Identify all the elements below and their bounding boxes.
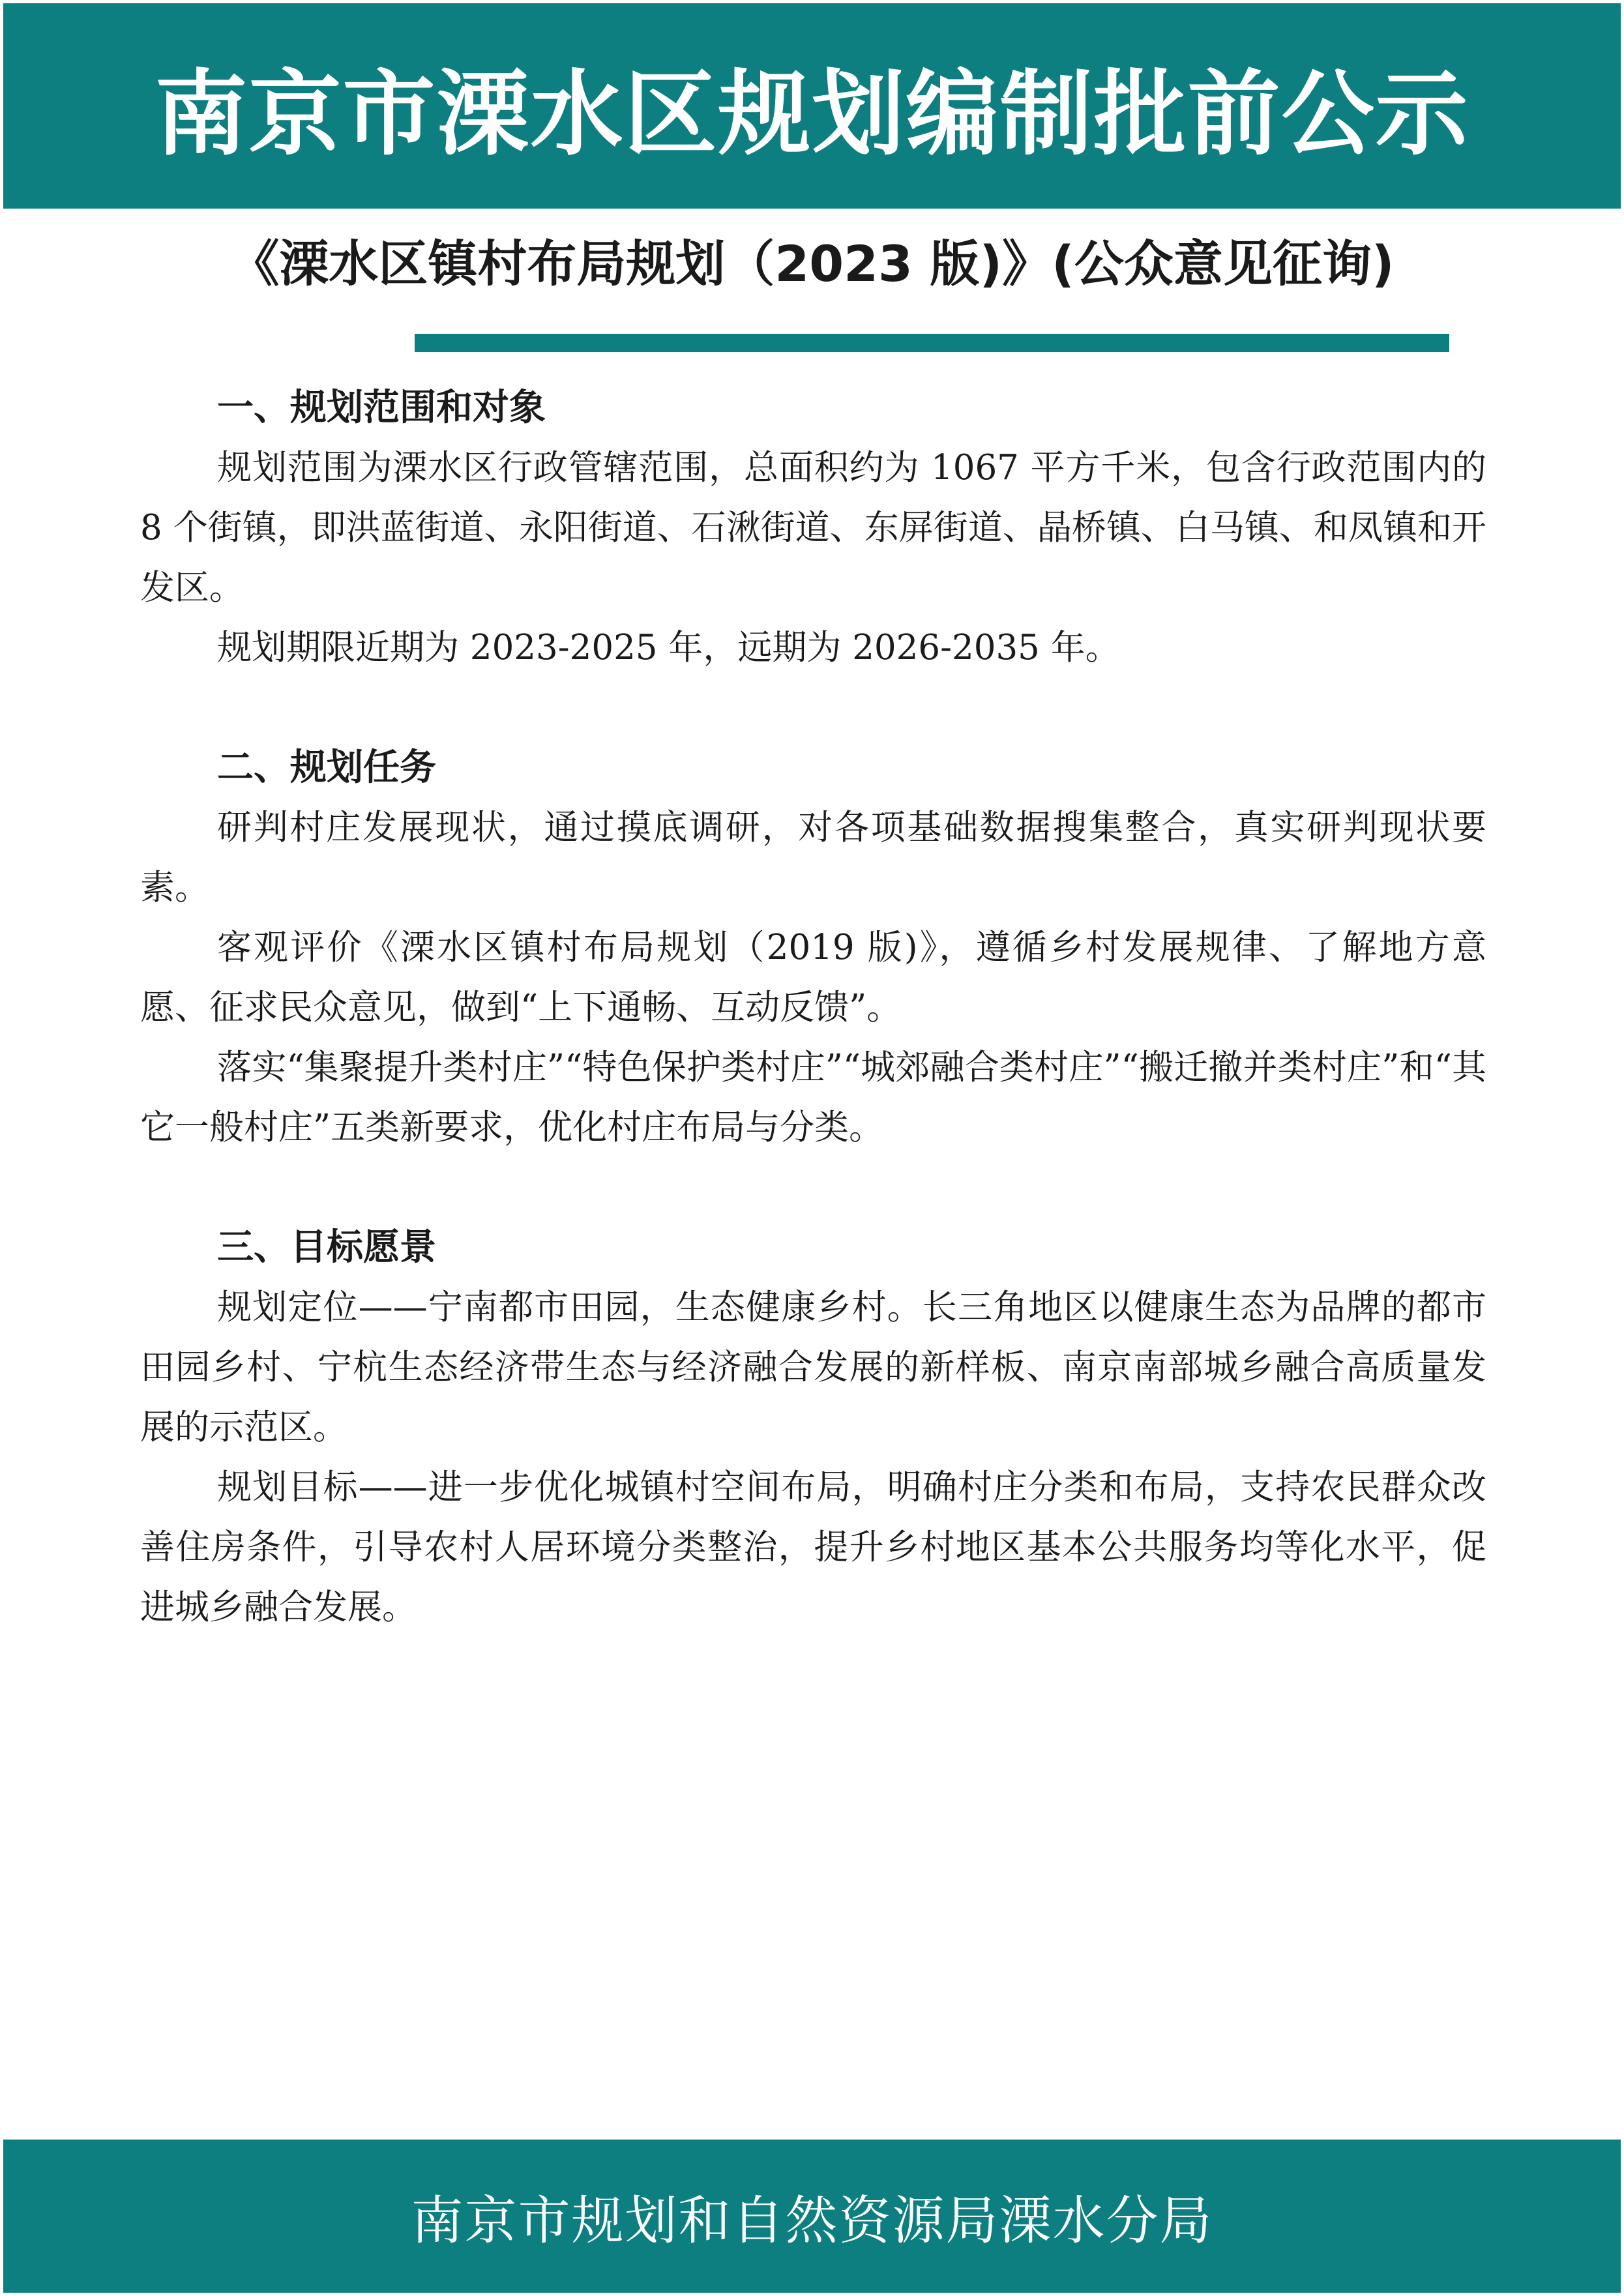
paragraph: 规划范围为溧水区行政管辖范围，总面积约为 1067 平方千米，包含行政范围内的 8 个街镇，即洪蓝街道、永阳街道、石湫街道、东屏街道、晶桥镇、白马镇、和凤镇和开发区。	[140, 448, 1486, 608]
section-heading: 三、目标愿景	[217, 1226, 436, 1269]
paragraph: 规划定位——宁南都市田园，生态健康乡村。长三角地区以健康生态为品牌的都市田园乡村、宁杭生态经济带生态与经济融合发展的新样板、南京南部城乡融合高质量发展的示范区。	[140, 1288, 1486, 1447]
issuer-name: 南京市规划和自然资源局溧水分局	[411, 2190, 1213, 2251]
footer-banner	[3, 2140, 1621, 2293]
section-heading: 二、规划任务	[217, 746, 436, 789]
paragraph: 客观评价《溧水区镇村布局规划（2019 版)》，遵循乡村发展规律、了解地方意愿、征求民众意见，做到“上下通畅、互动反馈”。	[140, 928, 1486, 1027]
paragraph: 规划期限近期为 2023-2025 年，远期为 2026-2035 年。	[217, 628, 1120, 668]
paragraph: 落实“集聚提升类村庄”“特色保护类村庄”“城郊融合类村庄”“搬迁撤并类村庄”和“其它一般村庄”五类新要求，优化村庄布局与分类。	[140, 1048, 1486, 1147]
paragraph: 规划目标——进一步优化城镇村空间布局，明确村庄分类和布局，支持农民群众改善住房条件，引导农村人居环境分类整治，提升乡村地区基本公共服务均等化水平，促进城乡融合发展。	[140, 1467, 1486, 1627]
document-title: 《溧水区镇村布局规划（2023 版)》(公众意见征询)	[229, 235, 1395, 293]
header-banner	[3, 3, 1621, 209]
paragraph: 研判村庄发展现状，通过摸底调研，对各项基础数据搜集整合，真实研判现状要素。	[140, 808, 1486, 907]
title-divider	[415, 334, 1449, 352]
section-heading: 一、规划范围和对象	[217, 387, 546, 429]
page-title: 南京市溧水区规划编制批前公示	[155, 60, 1469, 168]
section-scope	[140, 378, 1486, 678]
document-body	[140, 378, 1486, 1638]
section-tasks	[140, 738, 1486, 1158]
section-vision	[140, 1218, 1486, 1638]
